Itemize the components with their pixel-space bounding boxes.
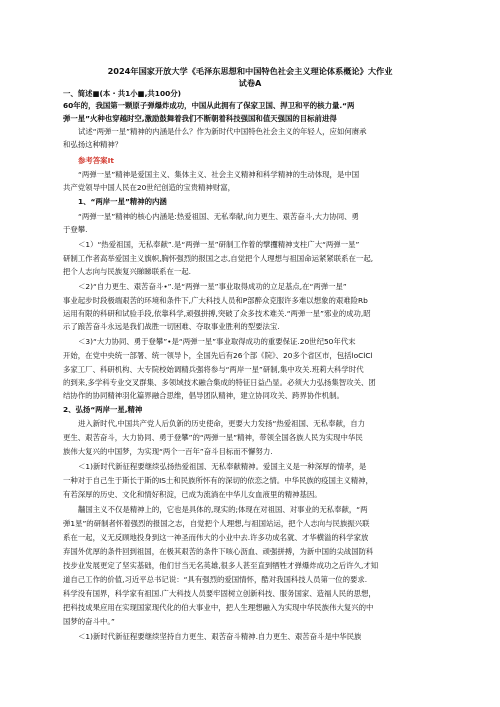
text-line: ＜1)新时代新征程要继续坚持自力更生、艰苦奋斗精神.自力更生、艰苦奋斗是中华民族 (78, 632, 362, 641)
text-line: 族伟大复兴的中国梦，为实现“两个一百年”奋斗目标而不懈努力. (63, 447, 273, 456)
answer-line: 共产党领导中国人民在20世纪创造的宝贵精神财富， (63, 183, 236, 192)
text-line: 开始，在党中央统一部署、统一领导卜，全国先后有26个部《院》、20多个省区市，包括loClCl (63, 351, 373, 360)
text-line: 弹1星”的研制者怀着强烈的报国之志，自觉把个人理想,与祖国站运，把个人志向与民族振兴联 (63, 519, 370, 528)
text-line: 研制工作者高举爱国主义旗帜,胸怀强烈的报国之志,自觉把个人理想与祖国命运紧紧联系在一起, (63, 254, 374, 263)
text-line: 更生、艰苦奋斗，大力协同、勇于登攀”的“两弹一星”精神，带领全国各族人民为实现中华民 (63, 433, 363, 442)
section-heading: 一、简述■(本・共1小■,共100分) (63, 89, 182, 98)
document-title: 2024年国家开放大学《毛泽东思想和中国特色社会主义理论体系概论》大作业 (107, 66, 393, 76)
question-line: 试述“两弹一星”精神的内涵是什么？作为新时代中国特色社会主义的年轻人，应如何赓承 (78, 127, 367, 136)
text-line: ＜3)“大力协同、勇于登攀”•是“两弹一星”事业取得成功的重要保证.20世纪50年代末 (78, 337, 356, 346)
text-line: 进入新时代,中国共产党人后负新的历史使命，更要大力发扬“热爱祖国、无私奉献，自力 (78, 419, 366, 428)
question-line: 60年的，我国第一颗原子弹爆炸成功，中国从此拥有了保家卫国、捍卫和平的核力量.“两 (63, 101, 355, 110)
text-line: 运用有限的科研和试验手段,依靠科学,顽强拼搏,突破了众多技术难关.“两弹一星”邪业的成功,昭 (63, 309, 371, 318)
text-line: ＜1)新时代新征程要继续弘扬热爱祖国、无私奉献精神。爱国主义是一种深厚的情孝，是 (78, 462, 367, 471)
text-line: 道自己工作的价值,习近平总书记说：“具有强烈的爱国情怀，酷对我国科技人员第一位的要求. (63, 575, 368, 584)
text-line: 结协作的协同精神羽化篇界融合思维，倡导团队精神，建立协同攻关、跨界协作机制。 (63, 391, 344, 400)
exam-paper-label: 试卷A (238, 78, 262, 88)
text-line: 技步业发展更定了坚实基础，他们甘当无名英雄,很多人甚至直到牺牲才弹爆炸成功之后许久,才知 (63, 561, 379, 570)
text-line: 事业起步时段极端艰苦的环境和条件下,广大科技人员和P部醉众克服许多难以想象的艰难险Rb (63, 296, 368, 305)
text-line: 系在一起，义无反顾地投身到这一神圣而伟大的小业中去.许多功成名就、才华横溢的科学家放 (63, 533, 369, 542)
question-line: 和弘扬这种精神？ (63, 140, 123, 149)
subheading-2: 2、弘扬“两岸一星,精神 (63, 405, 143, 414)
text-line: “两弹一星”精神的核心内涵是:热爱祖国、无私奉献,向力更生、艰苦奋斗,大力协同、勇 (78, 212, 359, 221)
text-line: 把科技成果应用在实现国家现代化的伯大事业中，把人生理想融入为实现中华民族伟大复兴的中 (63, 603, 374, 612)
text-line: 于登攀. (63, 225, 88, 234)
text-line: 的到来,多学科专业交叉群集、多领域技术融合集成的特征日益凸显。必须大力弘扬集智攻关、团 (63, 378, 376, 387)
answer-label: 参考答案It (78, 156, 114, 165)
subheading-1: 1、“两岸一星”精神的内涵 (78, 197, 167, 206)
text-line: 多家工厂、科研机构、大专院校始调精兵强将参与“两岸一星”研制,集中攻关.班莉大科学时代 (63, 365, 364, 374)
text-line: 把个人志向与民族复兴睇睇联系在一起. (63, 267, 191, 276)
text-line: 弃国外优厚的条件回到祖国，在极其艰苦的条件下咳心沥血、顽强拼搏，为新中国的尖战国防科 (63, 547, 374, 556)
text-line: 一种对于自己生于斯长于斯的IS土和民族所怀有的深切的依恋之情。中华民族的疫国主义精神， (63, 476, 373, 485)
text-line: ＜1）“热爱祖国，无私奉献”.是“两弹一星”研制工作着的擘攫精神支柱广大“两弹一星” (78, 240, 360, 249)
answer-line: “两弹一星”精神是爱国主义、集体主义、社会主义精神和科学精神的生动体现，是中国 (78, 170, 360, 179)
text-line: 黼国主义不仅是精神上的，它也是具体的,现实的;体现在对祖国、对事业的无私奉献，“两 (78, 505, 368, 514)
text-line: 有若深厚的历史、文化和情好积淀，已成为流淌在中华儿女血液里的精神基因。 (63, 490, 322, 499)
text-line: 国梦的奋斗中。” (63, 617, 115, 626)
question-line: 弹一星”火种也穿越时空,激励鼓舞着我们不断朝着科技强国和值天强国的目标前进得 (63, 114, 337, 123)
text-line: 示了踉苦奋斗永远是我们战胜一切困难、夺取事业胜利的型要法宝. (63, 322, 280, 331)
text-line: ＜2)“自力更生、艰苦奋斗•”.是“两弹一星”事业取得成功的立足基点,在“两弹一星” (78, 282, 347, 291)
text-line: 科学没有国界，科学家有祖国.广大科技人员要牢固树立创新科技、服务国家、造福人民的思想， (63, 589, 376, 598)
